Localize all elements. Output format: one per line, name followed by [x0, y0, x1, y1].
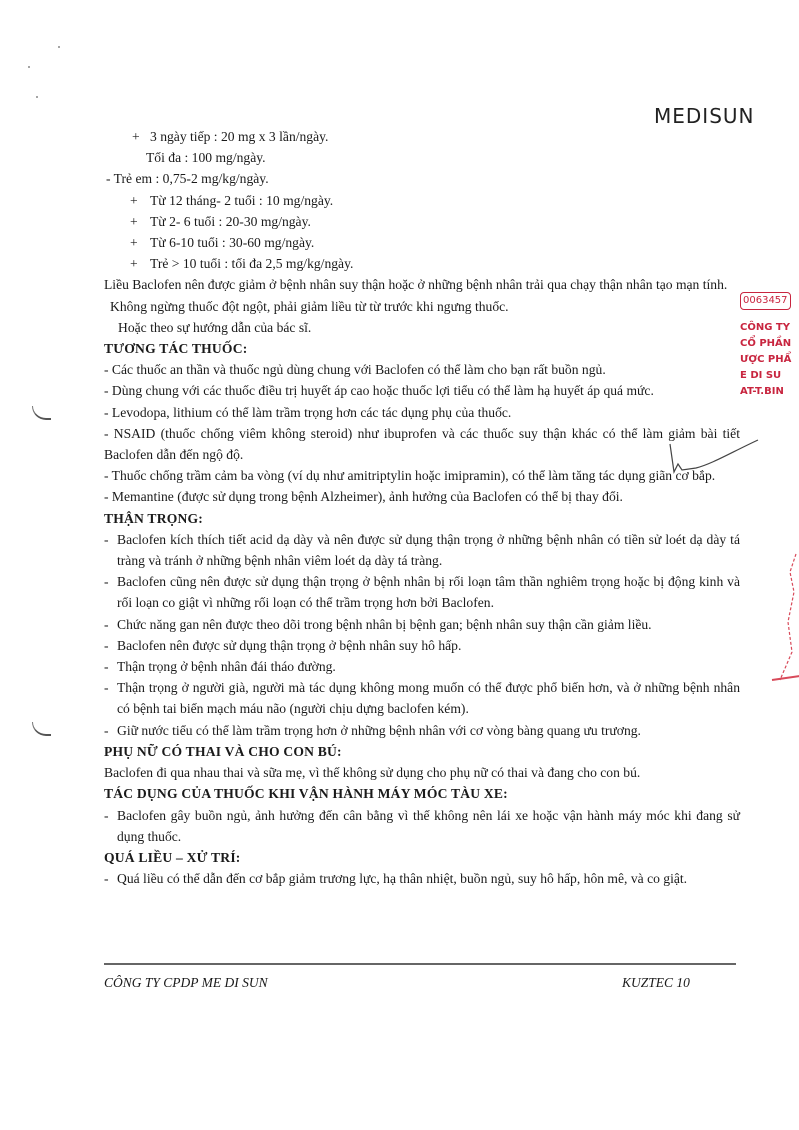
dose-note: Hoặc theo sự hướng dẫn của bác sĩ. [118, 319, 312, 335]
dash-marker: - [104, 531, 109, 547]
section-item-text: Baclofen gây buồn ngủ, ảnh hưởng đến cân bằng vì thế không nên lái xe hoặc vận hành máy móc khi đang sử dụng thuốc. [117, 807, 740, 844]
footer-rule [104, 963, 736, 965]
section-heading: PHỤ NỮ CÓ THAI VÀ CHO CON BÚ: [104, 743, 342, 759]
punch-mark [32, 722, 51, 736]
plus-marker: + [130, 256, 138, 272]
section-item: - Levodopa, lithium có thể làm trầm trọng hơn các tác dụng phụ của thuốc. [104, 404, 512, 420]
document-body [104, 126, 740, 889]
section-item-text: Thận trọng ở người già, người mà tác dụng không mong muốn có thể được phổ biến hơn, và ở những bệnh nhân có bệnh tai biến mạch máu não (người chịu dựng baclofen kém). [117, 680, 740, 717]
dash-marker: - [104, 680, 109, 696]
section-item: - Các thuốc an thần và thuốc ngủ dùng chung với Baclofen có thể làm cho bạn rất buồn ngủ. [104, 362, 606, 378]
section-item-text: Baclofen cũng nên được sử dụng thận trọng ở bệnh nhân bị rối loạn tâm thần nghiêm trọng hoặc bị động kinh và rối loạn co giật vì những rối loạn có thể trầm trọng hơn bởi Baclofen. [117, 574, 740, 611]
dash-marker: - [104, 807, 109, 823]
section-item [104, 868, 740, 889]
section-item: - Dùng chung với các thuốc điều trị huyết áp cao hoặc thuốc lợi tiểu có thể làm hạ huyết áp quá mức. [104, 383, 654, 399]
section-item-text: Chức năng gan nên được theo dõi trong bệnh nhân bị bệnh gan; bệnh nhân suy thận cần giảm liều. [117, 616, 652, 632]
section-heading: THẬN TRỌNG: [104, 510, 204, 526]
section-item [104, 656, 740, 677]
section-block [104, 338, 740, 508]
dosage-text: 3 ngày tiếp : 20 mg x 3 lần/ngày. [150, 129, 329, 144]
section-block [104, 741, 740, 783]
section-item-text: Baclofen kích thích tiết acid dạ dày và nên được sử dụng thận trọng ở những bệnh nhân có tiền sử loét dạ dày tá tràng và tránh ở những bệnh nhân viêm loét dạ dày tá tràng. [117, 531, 740, 569]
footer-company: CÔNG TY CPDP ME DI SUN [104, 975, 268, 990]
section-block [104, 508, 740, 741]
section-heading: TÁC DỤNG CỦA THUỐC KHI VẬN HÀNH MÁY MÓC TÀU XE: [104, 786, 508, 802]
company-stamp [740, 292, 799, 432]
dosage-line [104, 253, 740, 274]
stamp-line: AT-T.BIN [740, 386, 784, 397]
section-item-text: Baclofen nên được sử dụng thận trọng ở bệnh nhân suy hô hấp. [117, 637, 462, 653]
dosage-line [104, 190, 740, 211]
dosage-line [104, 168, 740, 189]
dosage-text: - Trẻ em : 0,75-2 mg/kg/ngày. [106, 171, 269, 187]
dosage-line [104, 232, 740, 253]
section-item: - NSAID (thuốc chống viêm không steroid) như ibuprofen và các thuốc suy thận khác có thể làm giảm bài tiết Baclofen dẫn đến ngộ độ. [104, 425, 740, 463]
section-item [104, 571, 740, 613]
section-item [104, 614, 740, 635]
section-item [104, 635, 740, 656]
medisun-logo: MEDISUN [654, 104, 755, 128]
stamp-line: CÔNG TY [740, 322, 790, 333]
dosage-text: Từ 12 tháng- 2 tuổi : 10 mg/ngày. [150, 192, 334, 208]
speck [28, 66, 30, 68]
section-item [104, 720, 740, 741]
dosage-line [104, 147, 740, 168]
dash-marker: - [104, 616, 109, 632]
footer-product: KUZTEC 10 [622, 975, 690, 990]
dash-marker: - [104, 659, 109, 675]
section-item [104, 677, 740, 719]
speck [36, 96, 38, 98]
section-item [104, 529, 740, 571]
section-item-text: Giữ nước tiểu có thể làm trầm trọng hơn ở những bệnh nhân với cơ vòng bàng quang ưu trương. [117, 722, 641, 738]
dose-note: Liều Baclofen nên được giảm ở bệnh nhân suy thận hoặc ở những bệnh nhân trải qua chạy thận nhân tạo mạn tính. [104, 277, 728, 293]
section-item [104, 805, 740, 847]
section-item-text: Thận trọng ở bệnh nhân đái tháo đường. [117, 659, 336, 675]
dash-marker: - [104, 722, 109, 738]
dosage-list [104, 126, 740, 274]
dose-note: Không ngừng thuốc đột ngột, phải giảm liều từ từ trước khi ngưng thuốc. [110, 298, 509, 314]
speck [58, 46, 60, 48]
dash-marker: - [104, 871, 109, 887]
stamp-number: 0063457 [740, 292, 791, 310]
dosage-text: Từ 6-10 tuổi : 30-60 mg/ngày. [150, 235, 315, 251]
section-block [104, 783, 740, 847]
stamp-line: E DI SU [740, 370, 782, 381]
sections [104, 338, 740, 889]
dosage-text: Trẻ > 10 tuổi : tối đa 2,5 mg/kg/ngày. [150, 256, 354, 272]
stamp-line: CỔ PHẦN [740, 338, 792, 349]
section-block [104, 847, 740, 889]
dosage-line [104, 126, 740, 147]
dash-marker: - [104, 574, 109, 590]
section-heading: QUÁ LIỀU – XỬ TRÍ: [104, 849, 241, 865]
plus-marker: + [132, 129, 140, 144]
section-item: - Memantine (được sử dụng trong bệnh Alzheimer), ảnh hưởng của Baclofen có thể bị thay đổi. [104, 489, 623, 505]
plus-marker: + [130, 213, 138, 229]
section-heading: TƯƠNG TÁC THUỐC: [104, 341, 248, 357]
plus-marker: + [130, 192, 138, 208]
dosage-line [104, 211, 740, 232]
dosage-notes [104, 274, 740, 338]
plus-marker: + [130, 235, 138, 251]
punch-mark [32, 406, 51, 420]
dosage-text: Tối đa : 100 mg/ngày. [146, 150, 266, 166]
dash-marker: - [104, 637, 109, 653]
stamp-line: ƯỢC PHẨ [740, 354, 792, 365]
section-item: - Thuốc chống trầm cảm ba vòng (ví dụ như amitriptylin hoặc imipramin), có thể làm tăng tác dụng giãn cơ bắp. [104, 468, 716, 484]
section-item-text: Quá liều có thể dẫn đến cơ bắp giảm trương lực, hạ thân nhiệt, buồn ngủ, suy hô hấp, hôn mê, và co giật. [117, 871, 688, 887]
section-item: Baclofen đi qua nhau thai và sữa mẹ, vì thế không sử dụng cho phụ nữ có thai và đang cho con bú. [104, 765, 641, 781]
red-margin-mark [770, 552, 799, 682]
signature-mark [662, 438, 772, 498]
dosage-text: Từ 2- 6 tuổi : 20-30 mg/ngày. [150, 213, 311, 229]
